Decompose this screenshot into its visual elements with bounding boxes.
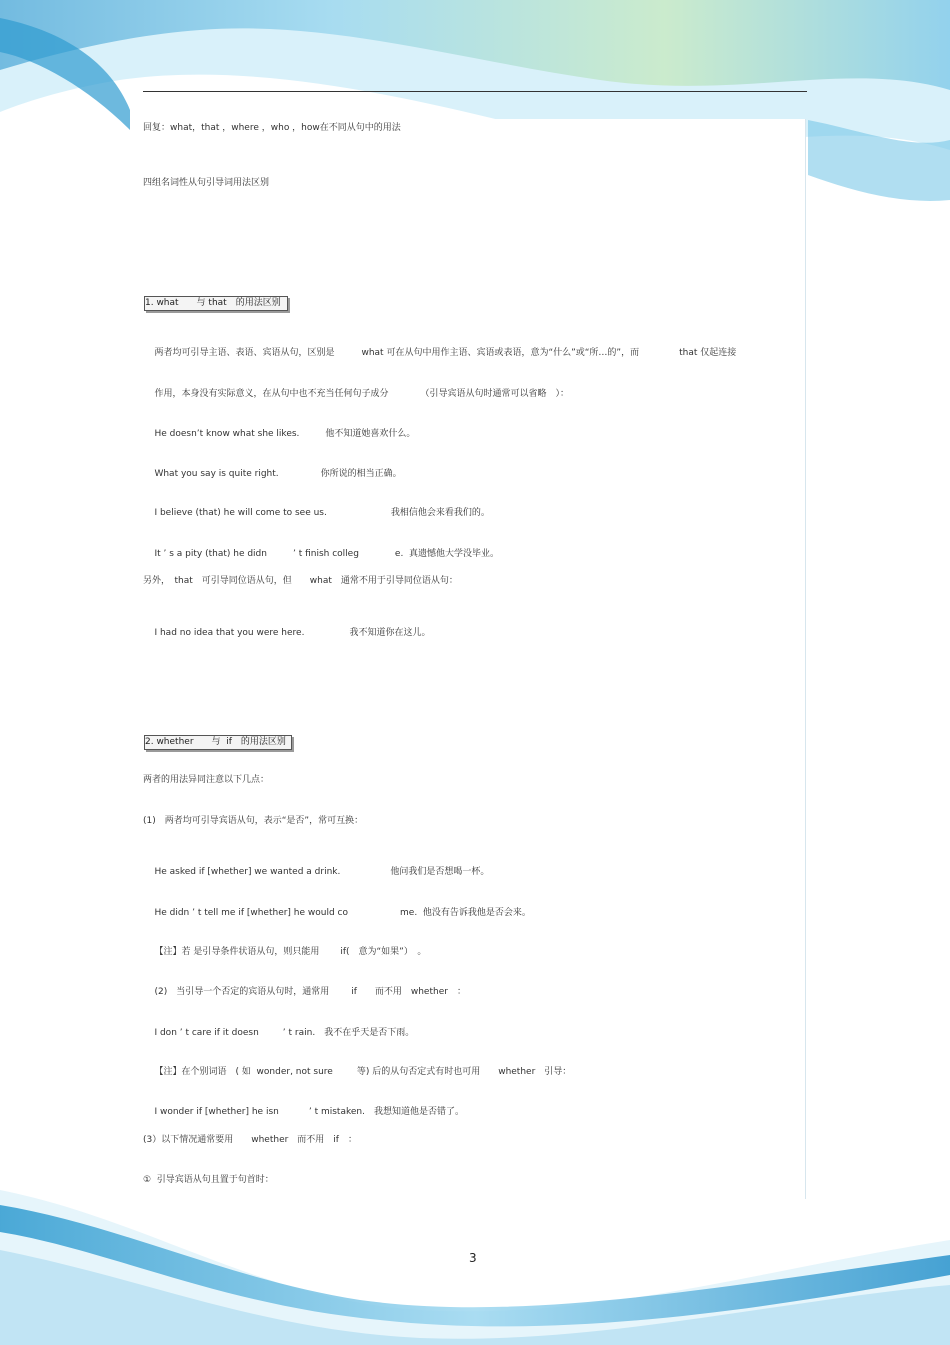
subheading-whether-if: 2. whether 与 if 的用法区别 — [144, 735, 292, 750]
header-rule — [143, 91, 807, 92]
text-segment: if( 意为“如果”） 。 — [340, 947, 427, 957]
example-sentence — [143, 615, 430, 651]
text-segment: 两者均可引导主语、表语、宾语从句，区别是 — [154, 348, 335, 358]
example-sentence — [143, 895, 531, 931]
example-sentence — [143, 536, 499, 572]
chinese-translation: 我不知道你在这儿。 — [349, 628, 431, 638]
section-heading: 四组名词性从句引导词用法区别 — [143, 178, 270, 188]
chinese-translation: ’ t rain. 我不在乎天是否下雨。 — [282, 1028, 415, 1038]
text-segment: （引导宾语从句时通常可以省略 ）： — [420, 389, 569, 399]
english-text: ’ t finish colleg — [292, 549, 359, 559]
note-line — [143, 1054, 571, 1090]
chinese-translation: 他不知道她喜欢什么。 — [325, 429, 416, 439]
example-sentence — [143, 1094, 464, 1130]
text-segment: 作用，本身没有实际意义，在从句中也不充当任何句子成分 — [154, 389, 389, 399]
example-sentence — [143, 854, 489, 890]
english-text: He asked if [whether] we wanted a drink. — [154, 867, 341, 877]
chinese-translation: me. 他没有告诉我他是否会来。 — [400, 908, 531, 918]
text-segment: if 而不用 whether ： — [351, 987, 466, 997]
chinese-translation: 他问我们是否想喝一杯。 — [390, 867, 490, 877]
english-text: I had no idea that you were here. — [154, 628, 305, 638]
subheading-what-that: 1. what 与 that 的用法区别 — [144, 296, 288, 311]
text-segment: (2) 当引导一个否定的宾语从句时，通常用 — [154, 987, 330, 997]
chinese-translation: 你所说的相当正确。 — [320, 469, 402, 479]
chinese-translation: 我相信他会来看我们的。 — [390, 508, 490, 518]
english-text: What you say is quite right. — [154, 469, 279, 479]
text-segment: 【注】若 是引导条件状语从句，则只能用 — [154, 947, 320, 957]
example-sentence — [143, 495, 490, 531]
chinese-translation: e. 真遗憾他大学没毕业。 — [394, 549, 500, 559]
note-line — [143, 934, 426, 970]
paragraph-line: (3）以下情况通常要用 whether 而不用 if ： — [143, 1135, 357, 1145]
english-text: I don ’ t care if it doesn — [154, 1028, 259, 1038]
english-text: I wonder if [whether] he isn — [154, 1107, 279, 1117]
text-segment: that 仅起连接 — [679, 348, 737, 358]
english-text: It ’ s a pity (that) he didn — [154, 549, 267, 559]
english-text: He didn ’ t tell me if [whether] he would co — [154, 908, 349, 918]
document-page-content — [143, 119, 806, 1199]
paragraph-line — [143, 974, 466, 1010]
paragraph-line: ① 引导宾语从句且置于句首时： — [143, 1175, 274, 1185]
english-text: ’ t mistaken. 我想知道他是否错了。 — [308, 1107, 464, 1117]
example-sentence — [143, 456, 402, 492]
english-text: He doesn’t know what she likes. — [154, 429, 300, 439]
review-title: 回复：what，that ，where ，who ，how在不同从句中的用法 — [143, 123, 401, 133]
paragraph-line: 另外， that 可引导同位语从句，但 what 通常不用于引导同位语从句： — [143, 576, 458, 586]
example-sentence — [143, 1015, 414, 1051]
english-text: I believe (that) he will come to see us. — [154, 508, 327, 518]
text-segment: whether 引导： — [498, 1067, 572, 1077]
paragraph-line — [143, 335, 736, 371]
example-sentence — [143, 416, 415, 452]
text-segment: what 可在从句中用作主语、宾语或表语，意为“什么”或“所…的”，而 — [361, 348, 640, 358]
paragraph-line — [143, 376, 569, 412]
paragraph-line: 两者的用法异同注意以下几点： — [143, 775, 270, 785]
text-segment: 【注】在个别词语 ( 如 wonder, not sure — [154, 1067, 333, 1077]
paragraph-line: (1) 两者均可引导宾语从句，表示“是否”，常可互换： — [143, 816, 364, 826]
text-segment: 等) 后的从句否定式有时也可用 — [356, 1067, 481, 1077]
page-number: 3 — [469, 1251, 477, 1265]
